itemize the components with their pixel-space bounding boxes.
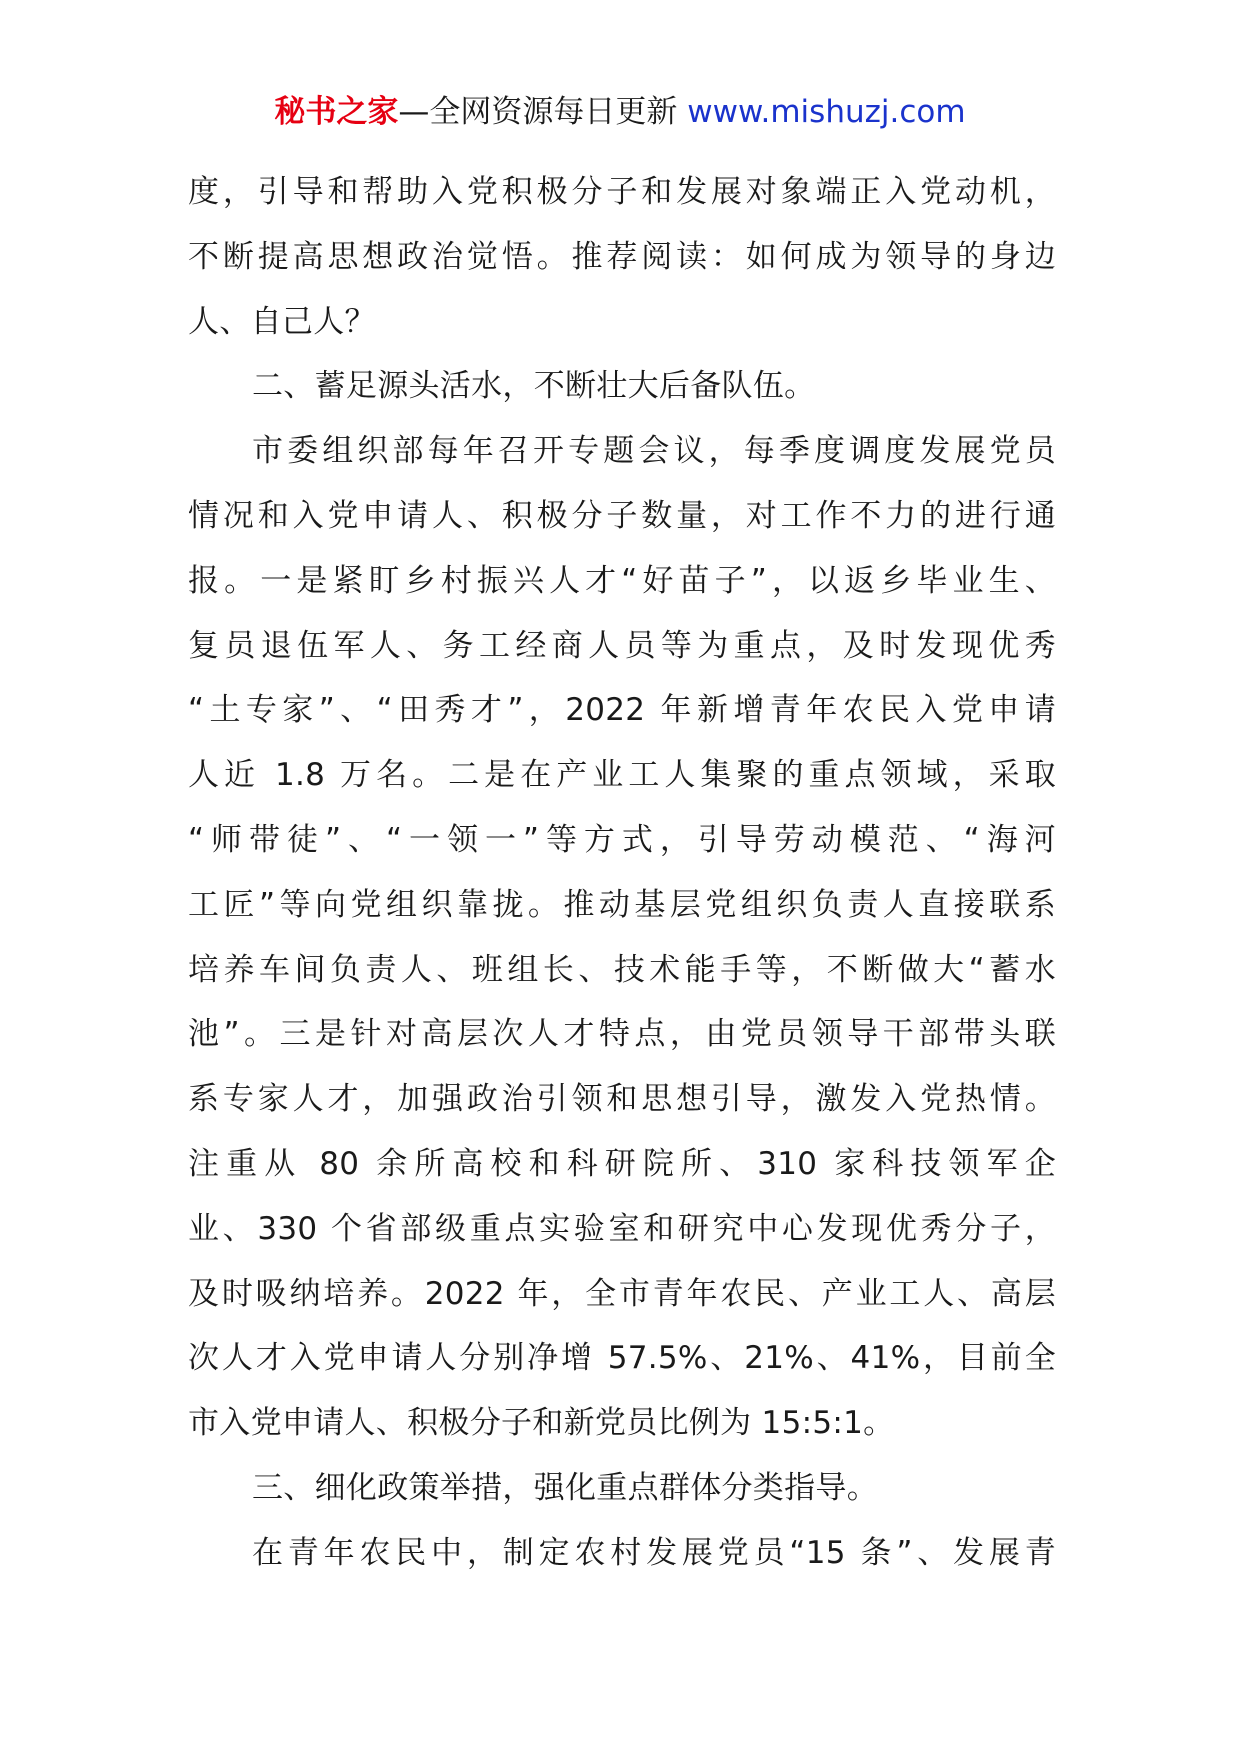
body-line: 情况和入党申请人、积极分子数量，对工作不力的进行通 — [188, 497, 1056, 534]
body-line: “土专家”、“田秀才”，2022 年新增青年农民入党申请 — [188, 692, 1056, 729]
body-line: 三、细化政策举措，强化重点群体分类指导。 — [252, 1469, 878, 1506]
body-line: 二、蓄足源头活水，不断壮大后备队伍。 — [252, 368, 816, 405]
body-line: 市委组织部每年召开专题会议，每季度调度发展党员 — [252, 433, 1056, 470]
body-line: 人、自己人？ — [188, 303, 376, 340]
body-line: 池”。三是针对高层次人才特点，由党员领导干部带头联 — [188, 1016, 1056, 1053]
body-line: 不断提高思想政治觉悟。推荐阅读：如何成为领导的身边 — [188, 238, 1056, 275]
header-tagline: —全网资源每日更新 — [398, 94, 688, 130]
body-line: 复员退伍军人、务工经商人员等为重点，及时发现优秀 — [188, 627, 1056, 664]
body-line: 业、330 个省部级重点实验室和研究中心发现优秀分子， — [188, 1210, 1056, 1247]
site-watermark-header — [0, 92, 1240, 132]
body-line: 系专家人才，加强政治引领和思想引导，激发入党热情。 — [188, 1081, 1056, 1118]
body-line: 次人才入党申请人分别净增 57.5%、21%、41%，目前全 — [188, 1340, 1056, 1377]
body-line: 在青年农民中，制定农村发展党员“15 条”、发展青 — [252, 1534, 1056, 1571]
brand-name: 秘书之家 — [274, 94, 399, 130]
header-url[interactable]: www.mishuzj.com — [687, 94, 966, 130]
document-body — [188, 160, 1056, 1586]
body-line: 市入党申请人、积极分子和新党员比例为 15:5:1。 — [188, 1405, 895, 1442]
body-line: 培养车间负责人、班组长、技术能手等，不断做大“蓄水 — [188, 951, 1056, 988]
body-line: 注重从 80 余所高校和科研院所、310 家科技领军企 — [188, 1145, 1056, 1182]
body-line: 及时吸纳培养。2022 年，全市青年农民、产业工人、高层 — [188, 1275, 1056, 1312]
body-line: “师带徒”、“一领一”等方式，引导劳动模范、“海河 — [188, 821, 1056, 858]
body-line: 度，引导和帮助入党积极分子和发展对象端正入党动机， — [188, 174, 1056, 210]
body-line: 工匠”等向党组织靠拢。推动基层党组织负责人直接联系 — [188, 886, 1056, 923]
body-line: 人近 1.8 万名。二是在产业工人集聚的重点领域，采取 — [188, 757, 1056, 794]
body-line: 报。一是紧盯乡村振兴人才“好苗子”，以返乡毕业生、 — [188, 562, 1056, 599]
